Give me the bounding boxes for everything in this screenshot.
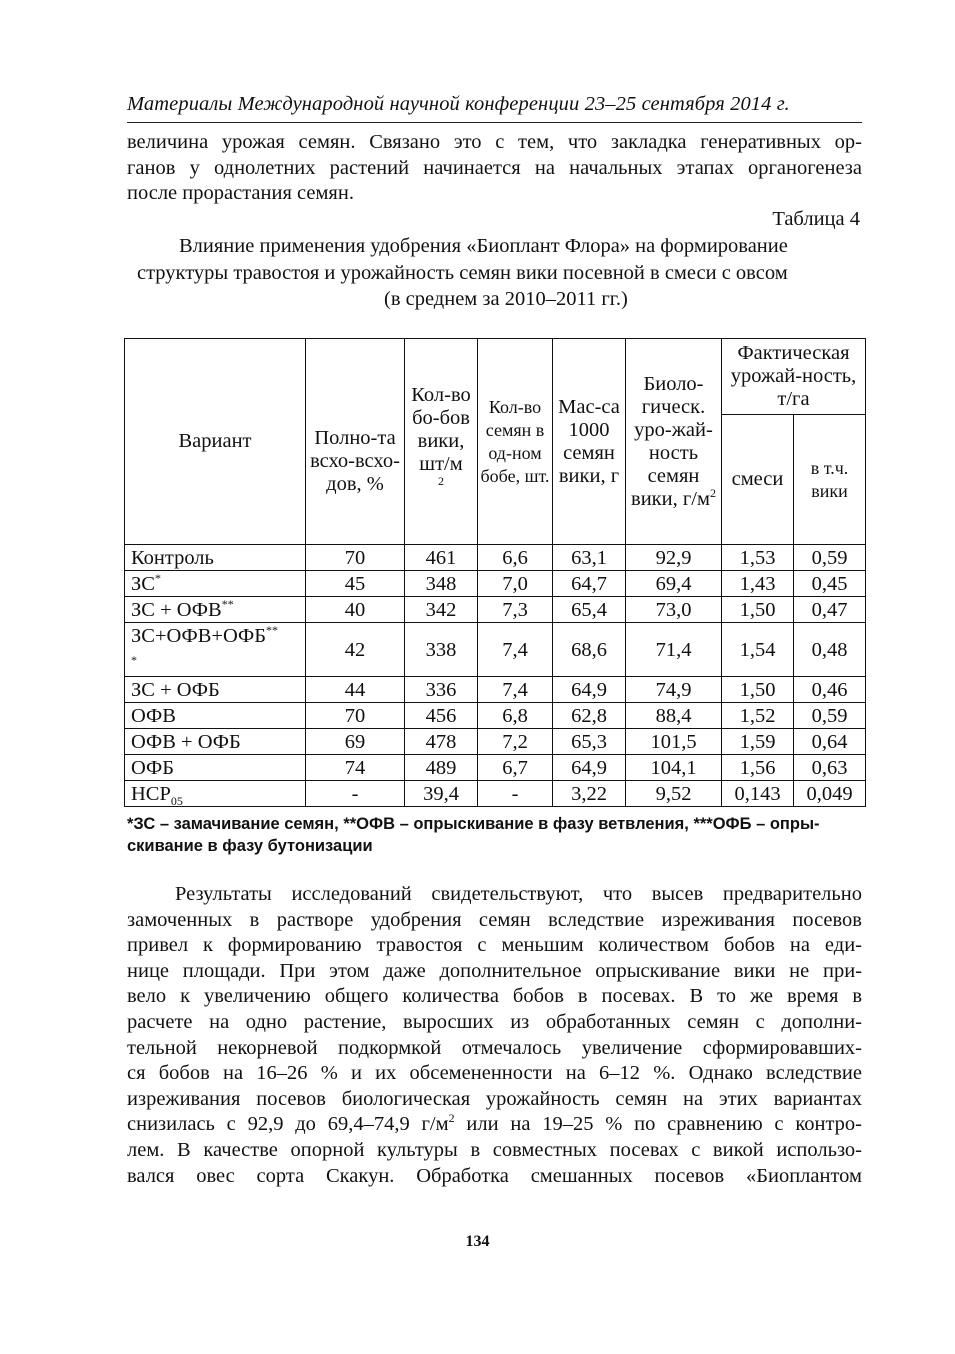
header-bio <box>626 339 722 545</box>
table-number: Таблица 4 <box>772 208 860 230</box>
cell-mass: 64,9 <box>553 677 626 703</box>
body-paragraph <box>127 882 862 1189</box>
caption-line: структуры травостоя и урожайность семян вики посевной в смеси с овсом <box>137 261 788 284</box>
header-mix: смеси <box>722 415 794 545</box>
cell-seeds: - <box>478 781 553 807</box>
text-line: изреживания посевов биологическая урожайность семян на этих вариантах <box>127 1087 862 1110</box>
text-line: вался овес сорта Скакун. Обработка смешанных посевов «Биоплантом <box>127 1164 862 1187</box>
variant-mark: * <box>154 570 161 585</box>
caption-line: Влияние применения удобрения «Биоплант Флора» на формирование <box>179 235 788 257</box>
variant-text: НСР <box>131 782 171 805</box>
cell-seeds: 6,7 <box>478 755 553 781</box>
text-line: после прорастания семян. <box>127 182 354 205</box>
cell-seeds: 6,8 <box>478 703 553 729</box>
text-line: вело к увеличению общего количества бобов в посевах. В то же время в <box>127 985 862 1008</box>
text-line: величина урожая семян. Связано это с тем, что закладка генеративных ор- <box>127 131 862 153</box>
cell-mix: 1,53 <box>722 545 794 571</box>
cell-bio: 104,1 <box>626 755 722 781</box>
cell-seeds: 7,0 <box>478 571 553 597</box>
footnote-line: скивание в фазу бутонизации <box>127 837 373 855</box>
header-bio-sup: 2 <box>709 485 716 500</box>
cell-vetch: 0,63 <box>794 755 866 781</box>
cell-seeds: 7,3 <box>478 597 553 623</box>
cell-mix: 1,43 <box>722 571 794 597</box>
cell-seeds: 6,6 <box>478 545 553 571</box>
cell-variant <box>125 571 306 597</box>
header-actual: Фактическая урожай-ность, т/га <box>722 339 866 415</box>
cell-seeds: 7,4 <box>478 623 553 677</box>
text-line: замоченных в растворе удобрения семян вследствие изреживания посевов <box>127 908 862 931</box>
cell-vetch: 0,47 <box>794 597 866 623</box>
cell-completeness: 45 <box>306 571 405 597</box>
header-variant: Вариант <box>125 339 306 545</box>
table-row <box>125 545 866 571</box>
text-line: нице площади. При этом даже дополнительное опрыскивание вики не при- <box>127 959 862 982</box>
cell-completeness: 70 <box>306 703 405 729</box>
variant-text: ЗС <box>131 572 155 595</box>
running-header: Материалы Международной научной конференции 23–25 сентября 2014 г. <box>127 93 790 115</box>
table-row <box>125 729 866 755</box>
cell-vetch: 0,64 <box>794 729 866 755</box>
table-row <box>125 677 866 703</box>
cell-mix: 0,143 <box>722 781 794 807</box>
variant-text: ЗС + ОФВ <box>131 598 222 621</box>
table-row <box>125 597 866 623</box>
cell-mix: 1,52 <box>722 703 794 729</box>
header-beans <box>405 339 478 545</box>
cell-completeness: 70 <box>306 545 405 571</box>
cell-bio: 9,52 <box>626 781 722 807</box>
cell-variant: ОФБ <box>125 755 306 781</box>
cell-mass: 65,4 <box>553 597 626 623</box>
cell-beans: 461 <box>405 545 478 571</box>
cell-beans: 478 <box>405 729 478 755</box>
cell-vetch: 0,46 <box>794 677 866 703</box>
cell-vetch: 0,45 <box>794 571 866 597</box>
cell-completeness: - <box>306 781 405 807</box>
cell-mass: 3,22 <box>553 781 626 807</box>
cell-variant: ОФВ + ОФБ <box>125 729 306 755</box>
cell-beans: 348 <box>405 571 478 597</box>
table-row <box>125 703 866 729</box>
variant-mark: ** <box>266 623 279 638</box>
cell-mix: 1,54 <box>722 623 794 677</box>
cell-completeness: 74 <box>306 755 405 781</box>
cell-variant: ЗС + ОФБ <box>125 677 306 703</box>
cell-mass: 65,3 <box>553 729 626 755</box>
cell-variant: ОФВ <box>125 703 306 729</box>
cell-bio: 73,0 <box>626 597 722 623</box>
variant-subscript: 05 <box>170 793 183 808</box>
cell-beans: 39,4 <box>405 781 478 807</box>
cell-completeness: 44 <box>306 677 405 703</box>
cell-mass: 63,1 <box>553 545 626 571</box>
cell-beans: 489 <box>405 755 478 781</box>
header-beans-sup: 2 <box>438 474 444 489</box>
table-row <box>125 623 866 677</box>
data-table <box>124 338 866 807</box>
header-rule <box>127 122 862 123</box>
header-seeds: Кол-во семян в од-ном бобе, шт. <box>478 339 553 545</box>
cell-bio: 92,9 <box>626 545 722 571</box>
cell-vetch: 0,59 <box>794 703 866 729</box>
header-bio-text: Биоло-гическ. уро-жай-ность семян вики, г/м <box>631 372 713 510</box>
text-line: тельной некорневой подкормкой отмечалось увеличение сформировавших- <box>127 1036 862 1059</box>
text-line: ся бобов на 16–26 % и их обсемененности на 6–12 %. Однако вследствие <box>127 1062 862 1085</box>
cell-beans: 338 <box>405 623 478 677</box>
text-fragment: или на 19–25 % по сравнению с контро- <box>454 1113 862 1136</box>
cell-completeness: 40 <box>306 597 405 623</box>
cell-bio: 71,4 <box>626 623 722 677</box>
text-fragment: снизилась с 92,9 до 69,4–74,9 г/м <box>127 1113 449 1136</box>
cell-mix: 1,59 <box>722 729 794 755</box>
superscript: 2 <box>448 1111 455 1126</box>
cell-variant: Контроль <box>125 545 306 571</box>
cell-completeness: 42 <box>306 623 405 677</box>
cell-mass: 64,7 <box>553 571 626 597</box>
cell-mass: 62,8 <box>553 703 626 729</box>
cell-mix: 1,50 <box>722 677 794 703</box>
text-line: ганов у однолетних растений начинается на начальных этапах органогенеза <box>127 156 862 179</box>
cell-bio: 88,4 <box>626 703 722 729</box>
cell-mix: 1,56 <box>722 755 794 781</box>
cell-beans: 456 <box>405 703 478 729</box>
header-completeness: Полно-та всхо-всхо-дов, % <box>306 339 405 545</box>
header-mass: Мас-са 1000 семян вики, г <box>553 339 626 545</box>
cell-seeds: 7,4 <box>478 677 553 703</box>
cell-bio: 101,5 <box>626 729 722 755</box>
cell-variant <box>125 597 306 623</box>
variant-text: ЗС+ОФВ+ОФБ <box>131 625 267 647</box>
cell-mass: 68,6 <box>553 623 626 677</box>
cell-variant <box>125 623 306 677</box>
table-row <box>125 781 866 807</box>
cell-mass: 64,9 <box>553 755 626 781</box>
cell-seeds: 7,2 <box>478 729 553 755</box>
intro-paragraph <box>127 130 862 207</box>
text-line: привел к формированию травостоя с меньшим количеством бобов на еди- <box>127 934 862 957</box>
text-line: Результаты исследований свидетельствуют, что высев предварительно <box>175 883 862 905</box>
cell-vetch: 0,59 <box>794 545 866 571</box>
text-line: лем. В качестве опорной культуры в совместных посевах с викой использо- <box>127 1138 862 1161</box>
cell-beans: 342 <box>405 597 478 623</box>
header-beans-text: Кол-во бо-бов вики, шт/м <box>411 384 471 475</box>
cell-bio: 74,9 <box>626 677 722 703</box>
variant-mark: ** <box>221 596 234 611</box>
cell-mix: 1,50 <box>722 597 794 623</box>
caption-line: (в среднем за 2010–2011 гг.) <box>384 288 628 310</box>
table-caption <box>127 233 862 313</box>
cell-variant <box>125 781 306 807</box>
table-row <box>125 571 866 597</box>
cell-completeness: 69 <box>306 729 405 755</box>
table-row <box>125 755 866 781</box>
page-number: 134 <box>465 1233 490 1250</box>
cell-beans: 336 <box>405 677 478 703</box>
text-line <box>127 1112 862 1138</box>
footnote-line: *ЗС – замачивание семян, **ОФВ – опрыскивание в фазу ветвления, ***ОФБ – опры- <box>127 815 820 833</box>
text-line: расчете на одно растение, выросших из обработанных семян с дополни- <box>127 1010 862 1033</box>
variant-mark-extra: * <box>131 653 137 667</box>
cell-vetch: 0,049 <box>794 781 866 807</box>
cell-vetch: 0,48 <box>794 623 866 677</box>
cell-bio: 69,4 <box>626 571 722 597</box>
header-vetch: в т.ч. вики <box>794 415 866 545</box>
table-footnote <box>127 813 862 857</box>
